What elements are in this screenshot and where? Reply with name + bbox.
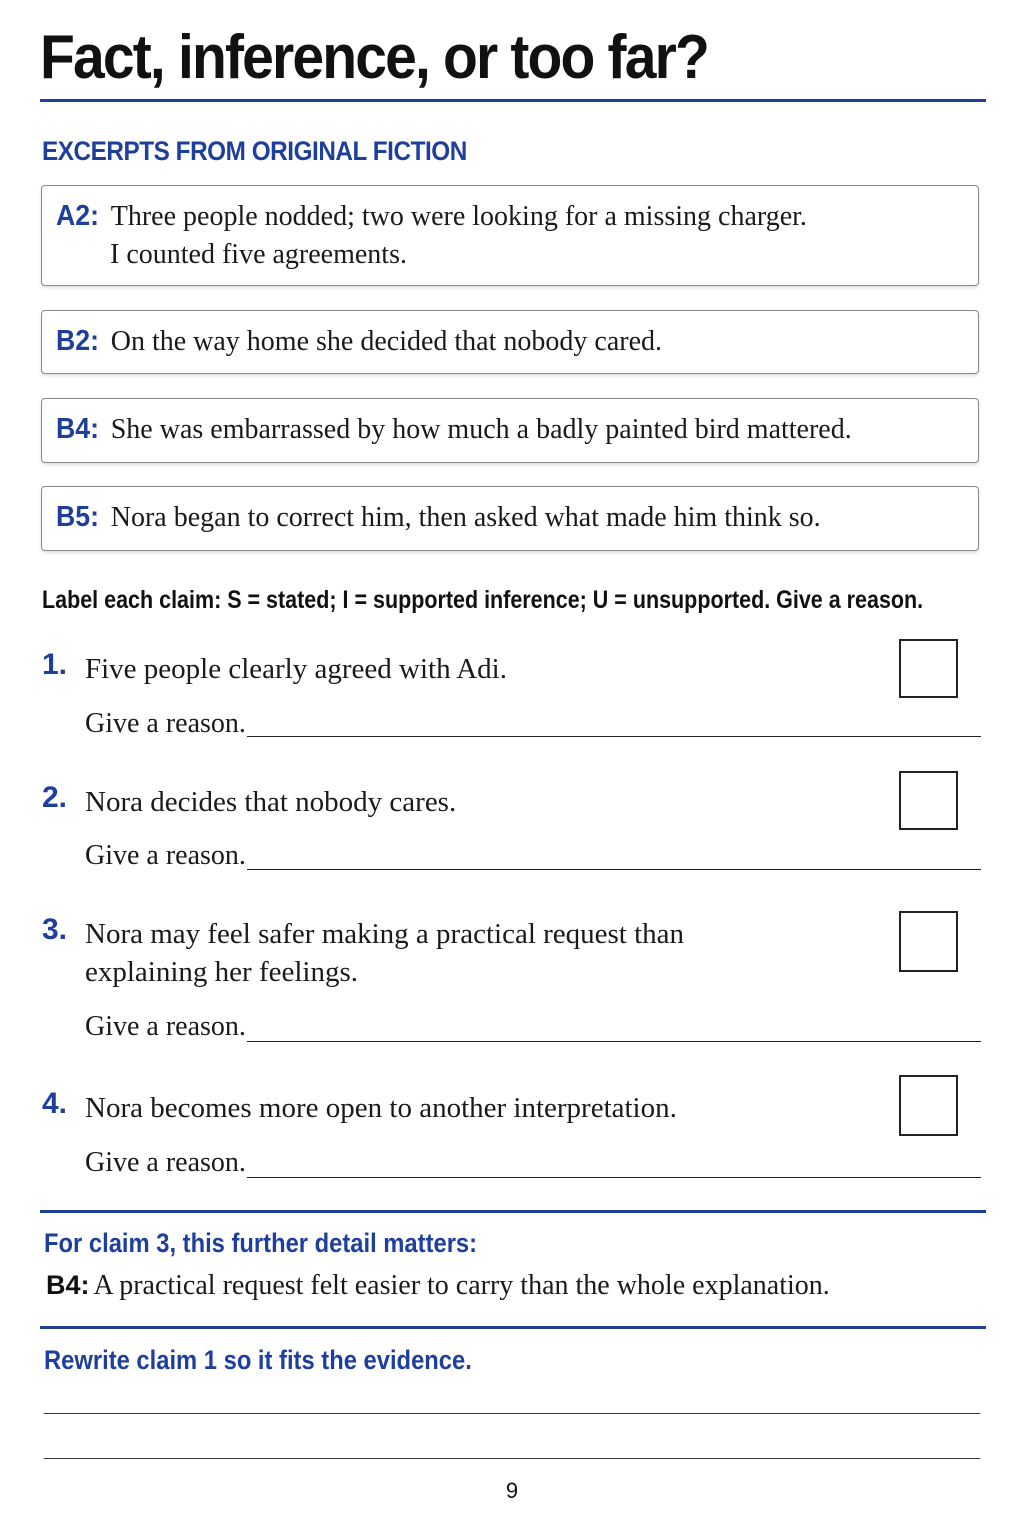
rewrite-answer-line[interactable]	[44, 1458, 980, 1459]
rewrite-answer-line[interactable]	[44, 1413, 980, 1414]
claim-text	[85, 650, 765, 688]
detail-text: A practical request felt easier to carry than the whole explanation.	[93, 1270, 830, 1301]
divider-rule	[40, 1326, 986, 1329]
instructions: Label each claim: S = stated; I = supported inference; U = unsupported. Give a reason.	[42, 586, 924, 614]
claim-number: 1.	[42, 648, 68, 681]
detail-excerpt	[46, 1270, 830, 1302]
reason-answer-line[interactable]	[247, 869, 981, 870]
excerpt-key: B4:	[56, 413, 99, 445]
excerpt-box-b2	[41, 310, 979, 374]
label-answer-box[interactable]	[899, 911, 958, 972]
excerpt-box-a2	[41, 185, 979, 286]
label-answer-box[interactable]	[899, 771, 958, 830]
rewrite-heading: Rewrite claim 1 so it fits the evidence.	[44, 1345, 472, 1375]
claim-text	[85, 915, 765, 991]
label-answer-box[interactable]	[899, 1075, 958, 1136]
reason-label: Give a reason.	[85, 1011, 246, 1042]
claim-2	[42, 781, 982, 876]
excerpt-key: B2:	[56, 325, 99, 357]
reason-label: Give a reason.	[85, 840, 246, 871]
claim-text	[85, 783, 765, 821]
claim-3	[42, 913, 982, 1048]
excerpt-text: Nora began to correct him, then asked what made him think so.	[110, 502, 821, 533]
excerpt-key: A2:	[56, 200, 99, 232]
claim-text-line: Nora decides that nobody cares.	[85, 786, 457, 818]
title-rule	[40, 99, 986, 102]
reason-label: Give a reason.	[85, 1147, 246, 1178]
excerpt-box-b5	[41, 486, 979, 551]
excerpt-text: Three people nodded; two were looking for a missing charger.	[110, 201, 807, 232]
excerpt-text: I counted five agreements.	[110, 239, 407, 270]
excerpts-heading: EXCERPTS FROM ORIGINAL FICTION	[42, 136, 467, 166]
reason-answer-line[interactable]	[247, 1177, 981, 1178]
excerpt-box-b4	[41, 398, 979, 463]
claim-text-line: Nora becomes more open to another interpretation.	[85, 1092, 677, 1124]
claim-1	[42, 648, 982, 743]
claim-text	[85, 1089, 765, 1127]
page-number: 9	[505, 1478, 519, 1503]
reason-answer-line[interactable]	[247, 1041, 981, 1042]
reason-label: Give a reason.	[85, 708, 246, 739]
claim-text-line: Five people clearly agreed with Adi.	[85, 653, 507, 685]
claim-text-line: Nora may feel safer making a practical request than	[85, 918, 685, 950]
claim-number: 4.	[42, 1087, 68, 1120]
detail-key: B4:	[46, 1270, 90, 1300]
excerpt-key: B5:	[56, 501, 99, 533]
detail-heading: For claim 3, this further detail matters:	[44, 1228, 478, 1258]
excerpt-text: On the way home she decided that nobody cared.	[110, 326, 662, 357]
excerpt-text: She was embarrassed by how much a badly painted bird mattered.	[110, 414, 852, 445]
label-answer-box[interactable]	[899, 639, 958, 698]
claim-number: 3.	[42, 913, 68, 946]
claim-number: 2.	[42, 781, 68, 814]
claim-4	[42, 1087, 982, 1182]
divider-rule	[40, 1210, 986, 1213]
page-title: Fact, inference, or too far?	[40, 23, 708, 92]
claim-text-line: explaining her feelings.	[85, 956, 358, 988]
reason-answer-line[interactable]	[247, 736, 981, 737]
